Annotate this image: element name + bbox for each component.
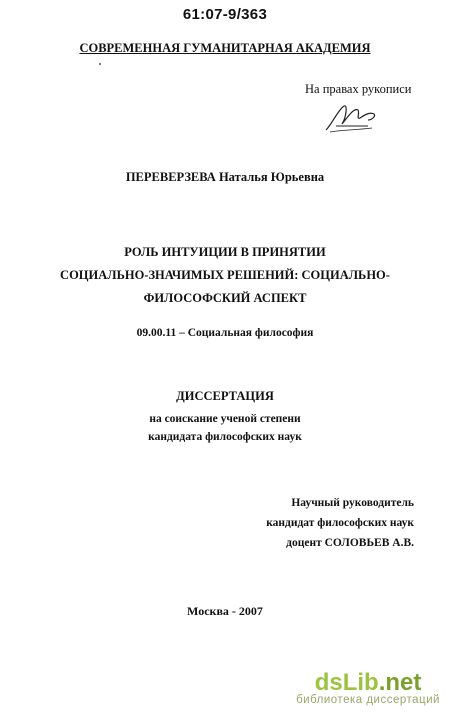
title-line: РОЛЬ ИНТУИЦИИ В ПРИНЯТИИ [124,245,326,259]
watermark [296,669,440,706]
archive-stamp-code: 61:07-9/363 [182,6,268,23]
author-name: ПЕРЕВЕРЗЕВА Наталья Юрьевна [125,170,325,184]
watermark-logo [296,669,440,696]
watermark-logo-main: dsLib [314,669,379,696]
academy-name: СОВРЕМЕННАЯ ГУМАНИТАРНАЯ АКАДЕМИЯ [79,41,371,55]
dissertation-title [0,241,450,310]
title-line: ФИЛОСОФСКИЙ АСПЕКТ [143,291,307,305]
watermark-logo-suffix: .net [378,669,422,696]
city-year: Москва - 2007 [187,604,263,618]
scan-speck [99,63,101,65]
advisor-line: кандидат философских наук [266,517,414,529]
advisor-line: Научный руководитель [291,497,414,509]
advisor-block [266,493,414,553]
manuscript-rights-note: На правах рукописи [305,82,412,96]
advisor-line: доцент СОЛОВЬЕВ А.В. [286,537,414,549]
document-type: ДИССЕРТАЦИЯ [176,389,274,403]
degree-line: на соискание ученой степени [149,413,301,425]
watermark-subtitle: библиотека диссертаций [296,694,440,706]
title-line: СОЦИАЛЬНО-ЗНАЧИМЫХ РЕШЕНИЙ: СОЦИАЛЬНО- [60,268,390,282]
degree-line: кандидата философских наук [148,431,302,443]
specialty-code: 09.00.11 – Социальная философия [136,327,314,339]
signature-image [322,100,382,134]
degree-statement [0,410,450,446]
